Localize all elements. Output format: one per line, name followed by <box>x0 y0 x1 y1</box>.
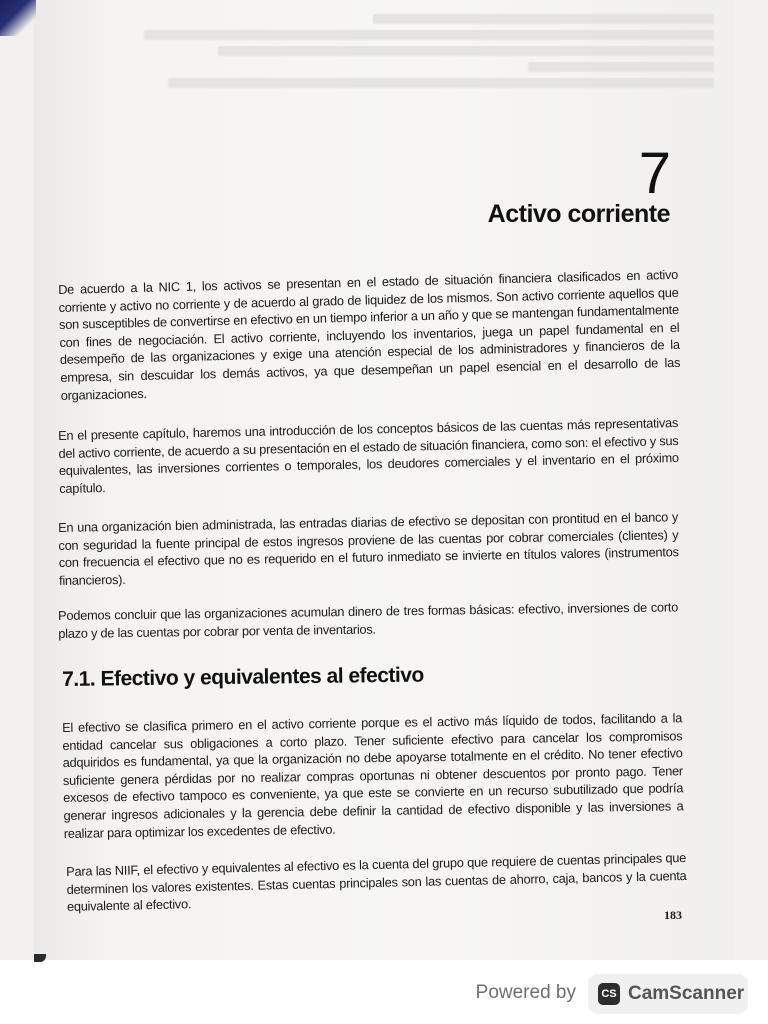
paragraph-cash-classification: El efectivo se clasifica primero en el activo corriente porque es el activo más líquido de todos, facilitando a la entidad cancelar sus obligaciones a corto plazo. Tener suficiente efectivo para cancelar los compromisos adquiridos es fundamental, ya que la organización no debe apoyarse totalmente en el crédito. No tener efectivo suficiente genera pérdidas por no realizar compras oportunas ni obtener descuentos por pronto pago. Tener excesos de efectivo tampoco es conveniente, ya que este se convierte en un recurso subutilizado que podría generar ingresos adicionales y la gerencia debe definir la cantidad de efectivo disponible y las inversiones a realizar para optimizar los excedentes de efectivo. <box>62 710 684 841</box>
bleed-line <box>144 30 714 40</box>
bleed-line <box>218 46 714 56</box>
scan-corner-shadow <box>0 0 36 36</box>
camscanner-logo-icon: CS <box>598 983 620 1005</box>
camscanner-badge <box>588 974 748 1014</box>
section-heading: 7.1. Efectivo y equivalentes al efectivo <box>62 663 424 691</box>
paragraph-intro: De acuerdo a la NIC 1, los activos se presentan en el estado de situación financiera clasificados en activo corriente y activo no corriente y de acuerdo al grado de liquidez de los mismos. Son activo corriente aquellos que son susceptibles de convertirse en efectivo en un tiempo inferior a un año y que se mantengan fundamentalmente con fines de negociación. El activo corriente, incluyendo los inventarios, juega un papel fundamental en el desempeño de las organizaciones y exige una atención especial de los administradores y financieros de la empresa, sin descuidar los demás activos, ya que desempeñan un papel esencial en el desarrollo de las organizaciones. <box>58 266 681 403</box>
bleed-line <box>528 62 714 72</box>
bleed-through-text <box>94 8 714 94</box>
chapter-number: 7 <box>638 141 670 206</box>
paragraph-cash-flow: En una organización bien administrada, las entradas diarias de efectivo se depositan con prontitud en el banco y con seguridad la fuente principal de estos ingresos proviene de las cuentas por cobrar comerciales (clientes) y con frecuencia el efectivo que no es requerido en el futuro inmediato se invierte en títulos valores (instrumentos financieros). <box>58 508 679 588</box>
page-number: 183 <box>664 908 682 922</box>
paragraph-chapter-scope: En el presente capítulo, haremos una introducción de los conceptos básicos de las cuentas más representativas del activo corriente, de acuerdo a su presentación en el estado de situación financiera, como son: el efectivo y sus equivalentes, las inversiones corrientes o temporales, los deudores comerciales y el inventario en el próximo capítulo. <box>58 414 679 496</box>
paragraph-conclusion: Podemos concluir que las organizaciones acumulan dinero de tres formas básicas: efectivo, inversiones de corto plazo y de las cuentas por cobrar por venta de inventarios. <box>58 599 679 641</box>
bleed-line <box>168 78 714 88</box>
chapter-title: Activo corriente <box>487 200 670 228</box>
paragraph-niif-accounts: Para las NIIF, el efectivo y equivalentes al efectivo es la cuenta del grupo que requiere de cuentas principales que determinen los valores existentes. Estas cuentas principales son las cuentas de ahorro, caja, bancos y la cuenta equivalente al efectivo. <box>66 849 687 914</box>
bleed-line <box>373 14 714 24</box>
camscanner-brand-name: CamScanner <box>628 983 745 1004</box>
powered-by-label: Powered by <box>475 982 576 1003</box>
